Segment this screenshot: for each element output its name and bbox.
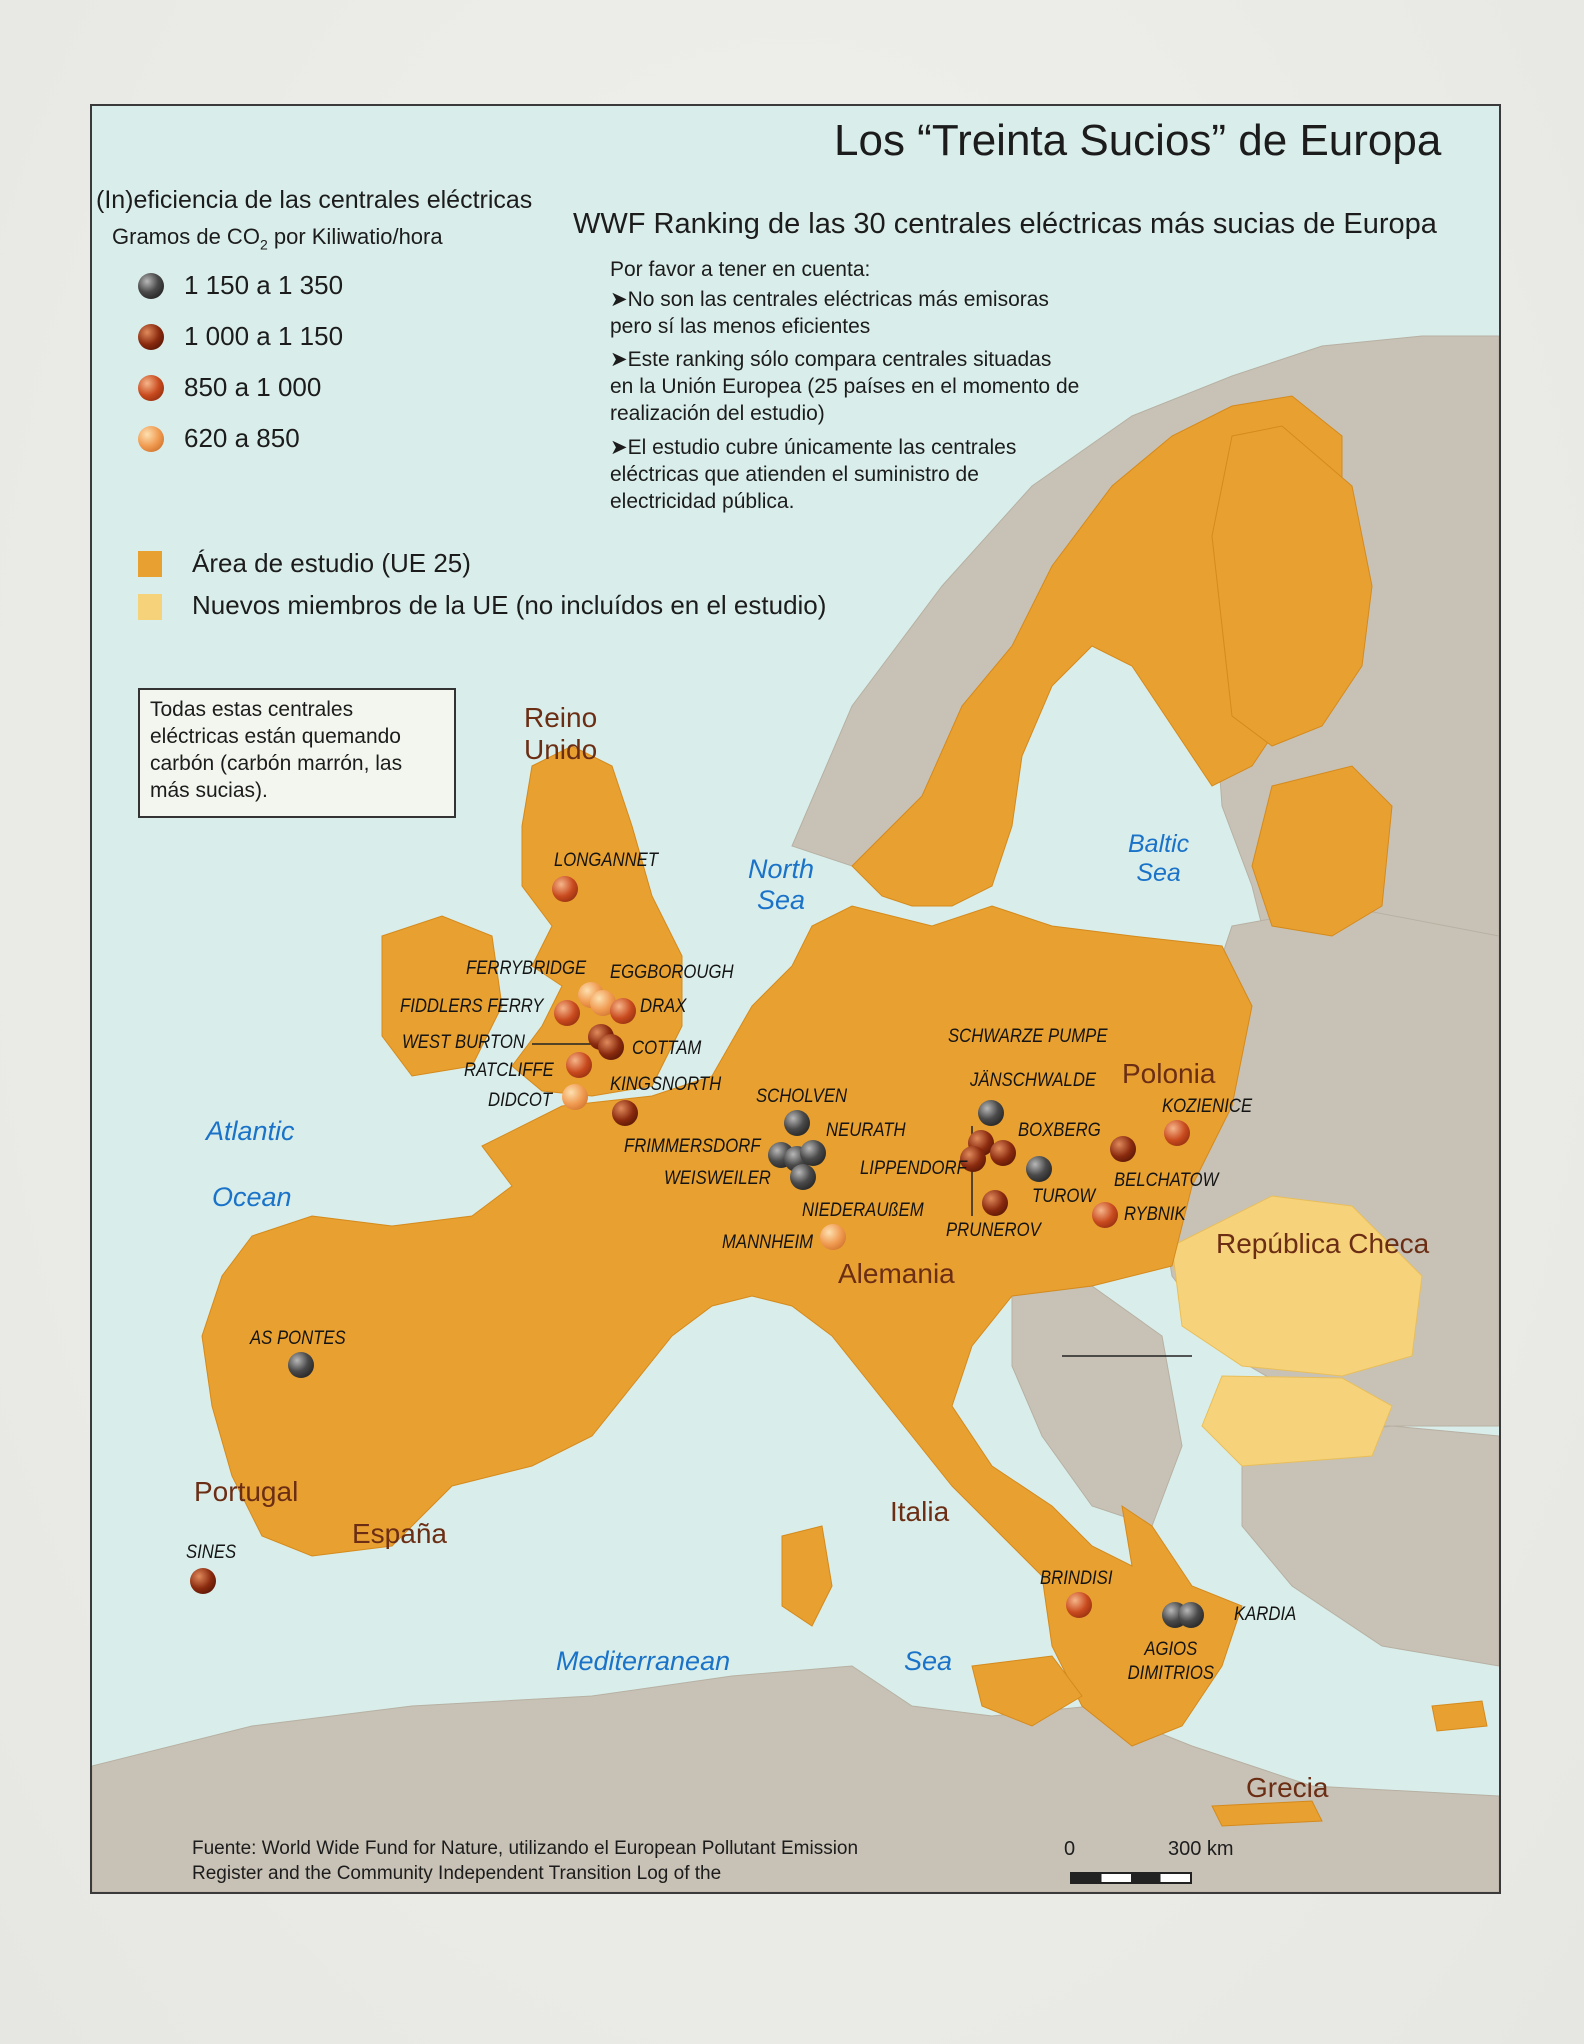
legend-dot-c1 — [138, 273, 164, 299]
baltic-sea-label: Baltic Sea — [1128, 830, 1190, 887]
legend-label: 850 a 1 000 — [184, 372, 322, 402]
country-label-alemania: Alemania — [838, 1258, 955, 1289]
country-label-polonia: Polonia — [1122, 1058, 1216, 1089]
plant-marker — [784, 1110, 810, 1136]
map-subtitle: WWF Ranking de las 30 centrales eléctricas más sucias de Europa — [573, 208, 1437, 240]
plant-label: TUROW — [1032, 1186, 1096, 1207]
plant-label: COTTAM — [632, 1038, 702, 1059]
plant-marker — [288, 1352, 314, 1378]
plant-marker — [1026, 1156, 1052, 1182]
baltics-land — [1252, 766, 1392, 936]
legend-area-label: Área de estudio (UE 25) — [192, 548, 471, 578]
notes-header: Por favor a tener en cuenta: — [610, 258, 871, 281]
plant-label: DRAX — [640, 996, 687, 1017]
scale-bar — [1070, 1872, 1192, 1884]
plant-marker — [978, 1100, 1004, 1126]
plant-marker — [610, 998, 636, 1024]
atlantic-ocean-label: Atlantic — [206, 1116, 295, 1146]
plant-marker — [820, 1224, 846, 1250]
plant-label: BRINDISI — [1040, 1568, 1113, 1589]
plant-label: AS PONTES — [250, 1328, 346, 1349]
scale-max: 300 km — [1168, 1838, 1234, 1860]
country-label-italia: Italia — [890, 1496, 950, 1527]
plant-marker — [982, 1190, 1008, 1216]
atlantic-ocean-label: Ocean — [212, 1182, 292, 1212]
bulgaria-land — [1202, 1376, 1392, 1466]
legend-label: 1 000 a 1 150 — [184, 321, 344, 351]
legend-area-label: Nuevos miembros de la UE (no incluídos en el estudio) — [192, 590, 827, 620]
plant-marker — [1178, 1602, 1204, 1628]
legend-label: 620 a 850 — [184, 423, 300, 453]
plant-label: WEISWEILER — [664, 1168, 771, 1189]
plant-marker — [800, 1140, 826, 1166]
map-title: Los “Treinta Sucios” de Europa — [834, 116, 1442, 165]
note-item: ➤El estudio cubre únicamente las centrales eléctricas que atienden el suministro de electricidad pública. — [610, 436, 1017, 513]
study-area-swatch — [138, 551, 162, 577]
plant-marker — [190, 1568, 216, 1594]
info-box: Todas estas centrales eléctricas están quemando carbón (carbón marrón, las más sucias). — [138, 688, 456, 818]
source-note: Fuente: World Wide Fund for Nature, utilizando el European Pollutant Emission Register and the Community Independent Transition Log of the — [192, 1838, 859, 1884]
country-label-grecia: Grecia — [1246, 1772, 1329, 1803]
legend-subheading: Gramos de $CO_2$ por Kiliwatio/hora — [112, 224, 443, 253]
cyprus-land — [1432, 1701, 1487, 1731]
plant-marker — [790, 1164, 816, 1190]
plant-label: SCHWARZE PUMPE — [948, 1026, 1108, 1047]
plant-marker — [554, 1000, 580, 1026]
plant-marker — [1092, 1202, 1118, 1228]
plant-label: RATCLIFFE — [464, 1060, 554, 1081]
legend-label: 1 150 a 1 350 — [184, 270, 344, 300]
balkans-land — [1012, 1286, 1182, 1526]
plant-label: FIDDLERS FERRY — [400, 996, 544, 1017]
legend-dot-c2 — [138, 324, 164, 350]
legend-dot-c4 — [138, 426, 164, 452]
legend-dot-c3 — [138, 375, 164, 401]
plant-label: SINES — [186, 1542, 237, 1563]
plant-marker — [1164, 1120, 1190, 1146]
plant-label: RYBNIK — [1124, 1204, 1186, 1225]
plant-label: DIDCOT — [488, 1090, 553, 1111]
plant-label: FRIMMERSDORF — [624, 1136, 761, 1157]
plant-label: KINGSNORTH — [610, 1074, 722, 1095]
plant-marker — [612, 1100, 638, 1126]
legend-heading: (In)eficiencia de las centrales eléctricas — [96, 186, 533, 214]
plant-marker — [598, 1034, 624, 1060]
country-label-republica-checa: República Checa — [1216, 1228, 1430, 1259]
plant-label: NIEDERAUßEM — [802, 1200, 924, 1221]
arrow-icon: ➤ — [610, 436, 628, 459]
plant-label: AGIOS DIMITRIOS — [1127, 1639, 1214, 1684]
plant-label: LONGANNET — [554, 850, 659, 871]
plant-label: WEST BURTON — [402, 1032, 525, 1053]
north-sea-label: North Sea — [748, 854, 815, 915]
plant-marker — [1110, 1136, 1136, 1162]
plant-label: FERRYBRIDGE — [466, 958, 587, 979]
plant-label: MANNHEIM — [722, 1232, 814, 1253]
plant-label: BOXBERG — [1018, 1120, 1101, 1141]
mediterranean-label: Mediterranean — [556, 1646, 731, 1676]
plant-marker — [562, 1084, 588, 1110]
plant-label: SCHOLVEN — [756, 1086, 848, 1107]
arrow-icon: ➤ — [610, 288, 628, 311]
new-members-swatch — [138, 594, 162, 620]
plant-label: KOZIENICE — [1162, 1096, 1253, 1117]
plant-label: PRUNEROV — [946, 1220, 1041, 1241]
plant-marker — [990, 1140, 1016, 1166]
sardinia-land — [782, 1526, 832, 1626]
crete-land — [1212, 1801, 1322, 1826]
plant-marker — [552, 876, 578, 902]
plant-label: KARDIA — [1234, 1604, 1297, 1625]
plant-marker — [566, 1052, 592, 1078]
arrow-icon: ➤ — [610, 348, 628, 371]
plant-label: NEURATH — [826, 1120, 906, 1141]
note-item: ➤Este ranking sólo compara centrales situadas en la Unión Europea (25 países en el momento de realización del estudio) — [610, 348, 1080, 425]
plant-marker — [1066, 1592, 1092, 1618]
country-label-reino-unido: Reino Unido — [524, 702, 598, 765]
plant-label: BELCHATOW — [1114, 1170, 1219, 1191]
mediterranean-sea-label: Sea — [904, 1646, 953, 1676]
map-frame — [90, 104, 1501, 1894]
country-label-portugal: Portugal — [194, 1476, 299, 1507]
plant-label: EGGBOROUGH — [610, 962, 734, 983]
plant-label: JÄNSCHWALDE — [970, 1070, 1097, 1091]
plant-label: LIPPENDORF — [860, 1158, 967, 1179]
note-item: ➤No son las centrales eléctricas más emisoras pero sí las menos eficientes — [610, 288, 1049, 338]
scale-zero: 0 — [1064, 1838, 1076, 1860]
country-label-espana: España — [352, 1518, 447, 1549]
